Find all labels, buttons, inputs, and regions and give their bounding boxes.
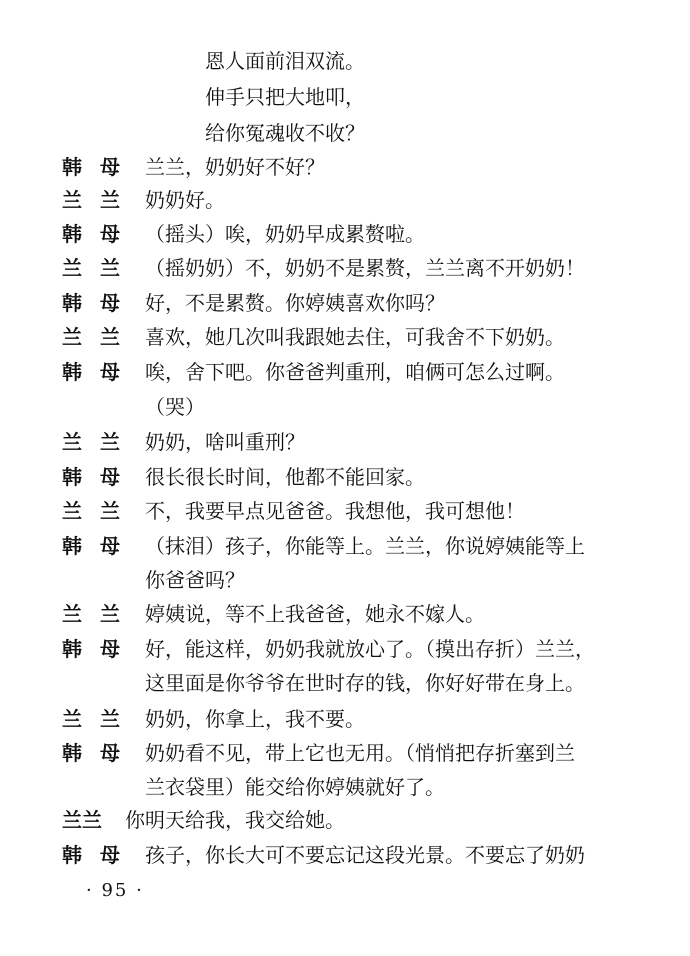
script-line <box>0 632 690 666</box>
speaker-name: 兰兰 <box>62 256 138 280</box>
script-line <box>0 770 690 804</box>
speaker-name: 兰兰 <box>62 602 138 626</box>
speaker-name: 兰兰 <box>62 808 102 832</box>
line-text: 喜欢，她几次叫我跟她去住，可我舍不下奶奶。 <box>145 325 565 349</box>
line-text: 恩人面前泪双流。 <box>205 49 365 73</box>
script-line <box>0 702 690 736</box>
line-text: 婷姨说，等不上我爸爸，她永不嫁人。 <box>145 602 485 626</box>
line-text: 不，我要早点见爸爸。我想他，我可想他！ <box>145 499 525 523</box>
speaker-name: 韩母 <box>62 637 138 661</box>
line-text: （摇头）唉，奶奶早成累赘啦。 <box>145 222 425 246</box>
line-text: （抹泪）孩子，你能等上。兰兰，你说婷姨能等上 <box>145 534 585 558</box>
speaker-name: 兰兰 <box>62 430 138 454</box>
script-line <box>0 116 690 150</box>
script-line <box>0 563 690 597</box>
speaker-name: 兰兰 <box>62 325 138 349</box>
script-line <box>0 597 690 631</box>
script-line <box>0 355 690 389</box>
speaker-name: 兰兰 <box>62 707 138 731</box>
script-line <box>0 460 690 494</box>
script-line <box>0 666 690 700</box>
line-text: 奶奶好。 <box>145 188 225 212</box>
line-text: 兰衣袋里）能交给你婷姨就好了。 <box>145 775 445 799</box>
speaker-name: 韩母 <box>62 155 138 179</box>
script-line <box>0 217 690 251</box>
line-text: 孩子，你长大可不要忘记这段光景。不要忘了奶奶 <box>145 843 585 867</box>
line-text: 你爸爸吗？ <box>145 568 245 592</box>
script-line <box>0 251 690 285</box>
line-text: 奶奶，啥叫重刑？ <box>145 430 305 454</box>
line-text: 给你冤魂收不收？ <box>205 121 365 145</box>
line-text: 兰兰，奶奶好不好？ <box>145 155 325 179</box>
line-text: 好，不是累赘。你婷姨喜欢你吗？ <box>145 291 445 315</box>
script-line <box>0 183 690 217</box>
line-text: 伸手只把大地叩， <box>205 85 365 109</box>
speaker-name: 韩母 <box>62 741 138 765</box>
script-line <box>0 150 690 184</box>
script-line <box>0 494 690 528</box>
speaker-name: 韩母 <box>62 291 138 315</box>
speaker-name: 韩母 <box>62 534 138 558</box>
script-line <box>0 44 690 78</box>
speaker-name: 韩母 <box>62 222 138 246</box>
line-text: （哭） <box>145 395 205 419</box>
line-text: 这里面是你爷爷在世时存的钱，你好好带在身上。 <box>145 671 585 695</box>
line-text: 奶奶，你拿上，我不要。 <box>145 707 365 731</box>
line-text: 唉，舍下吧。你爸爸判重刑，咱俩可怎么过啊。 <box>145 360 565 384</box>
script-line <box>0 838 690 872</box>
speaker-name: 韩母 <box>62 465 138 489</box>
speaker-name: 兰兰 <box>62 499 138 523</box>
script-line <box>0 286 690 320</box>
line-text: 奶奶看不见，带上它也无用。（悄悄把存折塞到兰 <box>145 741 575 765</box>
line-text: 你明天给我，我交给她。 <box>125 808 345 832</box>
line-text: 好，能这样，奶奶我就放心了。（摸出存折）兰兰， <box>145 637 595 661</box>
speaker-name: 韩母 <box>62 360 138 384</box>
script-line <box>0 803 690 837</box>
script-line <box>0 80 690 114</box>
speaker-name: 兰兰 <box>62 188 138 212</box>
script-line <box>0 736 690 770</box>
script-line <box>0 390 690 424</box>
speaker-name: 韩母 <box>62 843 138 867</box>
line-text: （摇奶奶）不，奶奶不是累赘，兰兰离不开奶奶！ <box>145 256 585 280</box>
line-text: 很长很长时间，他都不能回家。 <box>145 465 425 489</box>
script-line <box>0 425 690 459</box>
page-number: · 95 · <box>86 880 144 901</box>
script-line <box>0 320 690 354</box>
script-line <box>0 529 690 563</box>
